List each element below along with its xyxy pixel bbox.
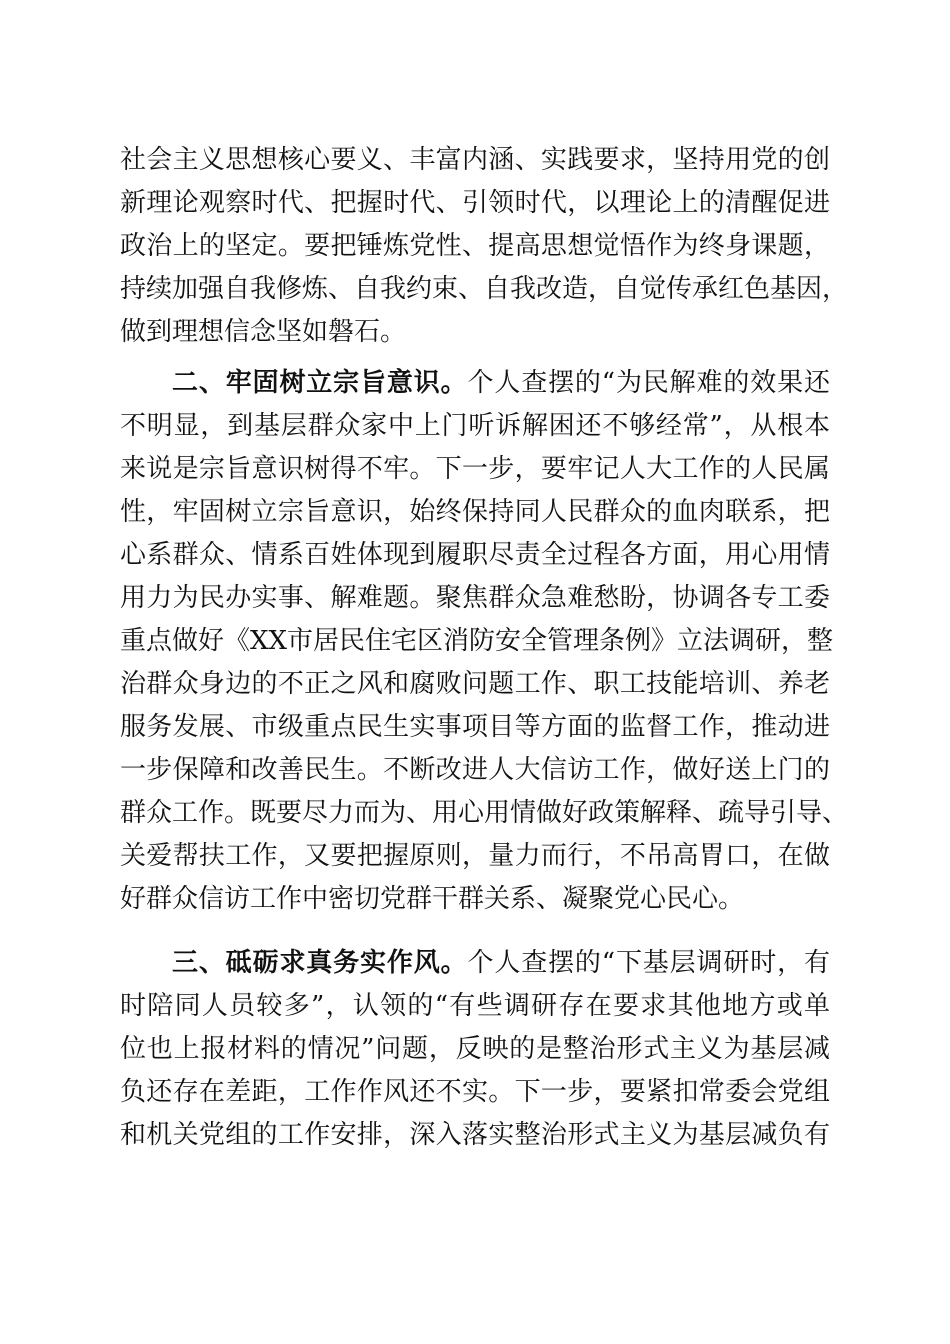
paragraph-3-first-line-text: 个人查摆的“下基层调研时，有 xyxy=(467,948,830,978)
paragraph-2-line-2: 不明显，到基层群众家中上门听诉解困还不够经常”，从根本 xyxy=(120,411,830,441)
paragraph-2-line-6: 用力为民办实事、解难题。聚焦群众急难愁盼，协调各专工委 xyxy=(120,583,830,613)
paragraph-3-first-line xyxy=(172,945,830,981)
paragraph-1-line-5: 做到理想信念坚如磐石。 xyxy=(120,317,407,347)
paragraph-2-line-8: 治群众身边的不正之风和腐败问题工作、职工技能培训、养老 xyxy=(120,669,830,699)
paragraph-3-line-2: 时陪同人员较多”，认领的“有些调研存在要求其他地方或单 xyxy=(120,991,830,1021)
paragraph-2-line-5: 心系群众、情系百姓体现到履职尽责全过程各方面，用心用情 xyxy=(120,540,830,570)
paragraph-3-line-5: 和机关党组的工作安排，深入落实整治形式主义为基层减负有 xyxy=(120,1120,830,1150)
paragraph-2-line-9: 服务发展、市级重点民生实事项目等方面的监督工作，推动进 xyxy=(120,712,830,742)
paragraph-2-heading: 二、牢固树立宗旨意识。 xyxy=(172,368,468,398)
paragraph-1-line-4: 持续加强自我修炼、自我约束、自我改造，自觉传承红色基因， xyxy=(120,274,849,304)
paragraph-1-line-3: 政治上的坚定。要把锤炼党性、提高思想觉悟作为终身课题， xyxy=(120,231,830,261)
paragraph-2-line-11: 群众工作。既要尽力而为、用心用情做好政策解释、疏导引导、 xyxy=(120,798,849,828)
paragraph-2-first-line xyxy=(172,365,830,401)
paragraph-3-line-3: 位也上报材料的情况”问题，反映的是整治形式主义为基层减 xyxy=(120,1034,830,1064)
paragraph-2-line-13: 好群众信访工作中密切党群干群关系、凝聚党心民心。 xyxy=(120,884,745,914)
paragraph-2-line-7: 重点做好《XX市居民住宅区消防安全管理条例》立法调研，整 xyxy=(120,626,834,656)
paragraph-1-line-1: 社会主义思想核心要义、丰富内涵、实践要求，坚持用党的创 xyxy=(120,145,830,175)
paragraph-2-line-4: 性，牢固树立宗旨意识，始终保持同人民群众的血肉联系，把 xyxy=(120,497,830,527)
paragraph-3-line-4: 负还存在差距，工作作风还不实。下一步，要紧扣常委会党组 xyxy=(120,1077,830,1107)
paragraph-1-line-2: 新理论观察时代、把握时代、引领时代，以理论上的清醒促进 xyxy=(120,188,830,218)
paragraph-2-first-line-text: 个人查摆的“为民解难的效果还 xyxy=(467,368,830,398)
paragraph-2-line-3: 来说是宗旨意识树得不牢。下一步，要牢记人大工作的人民属 xyxy=(120,454,830,484)
paragraph-2-line-12: 关爱帮扶工作，又要把握原则，量力而行，不吊高胃口，在做 xyxy=(120,841,830,871)
paragraph-2-line-10: 一步保障和改善民生。不断改进人大信访工作，做好送上门的 xyxy=(120,755,830,785)
paragraph-3-heading: 三、砥砺求真务实作风。 xyxy=(172,948,468,978)
